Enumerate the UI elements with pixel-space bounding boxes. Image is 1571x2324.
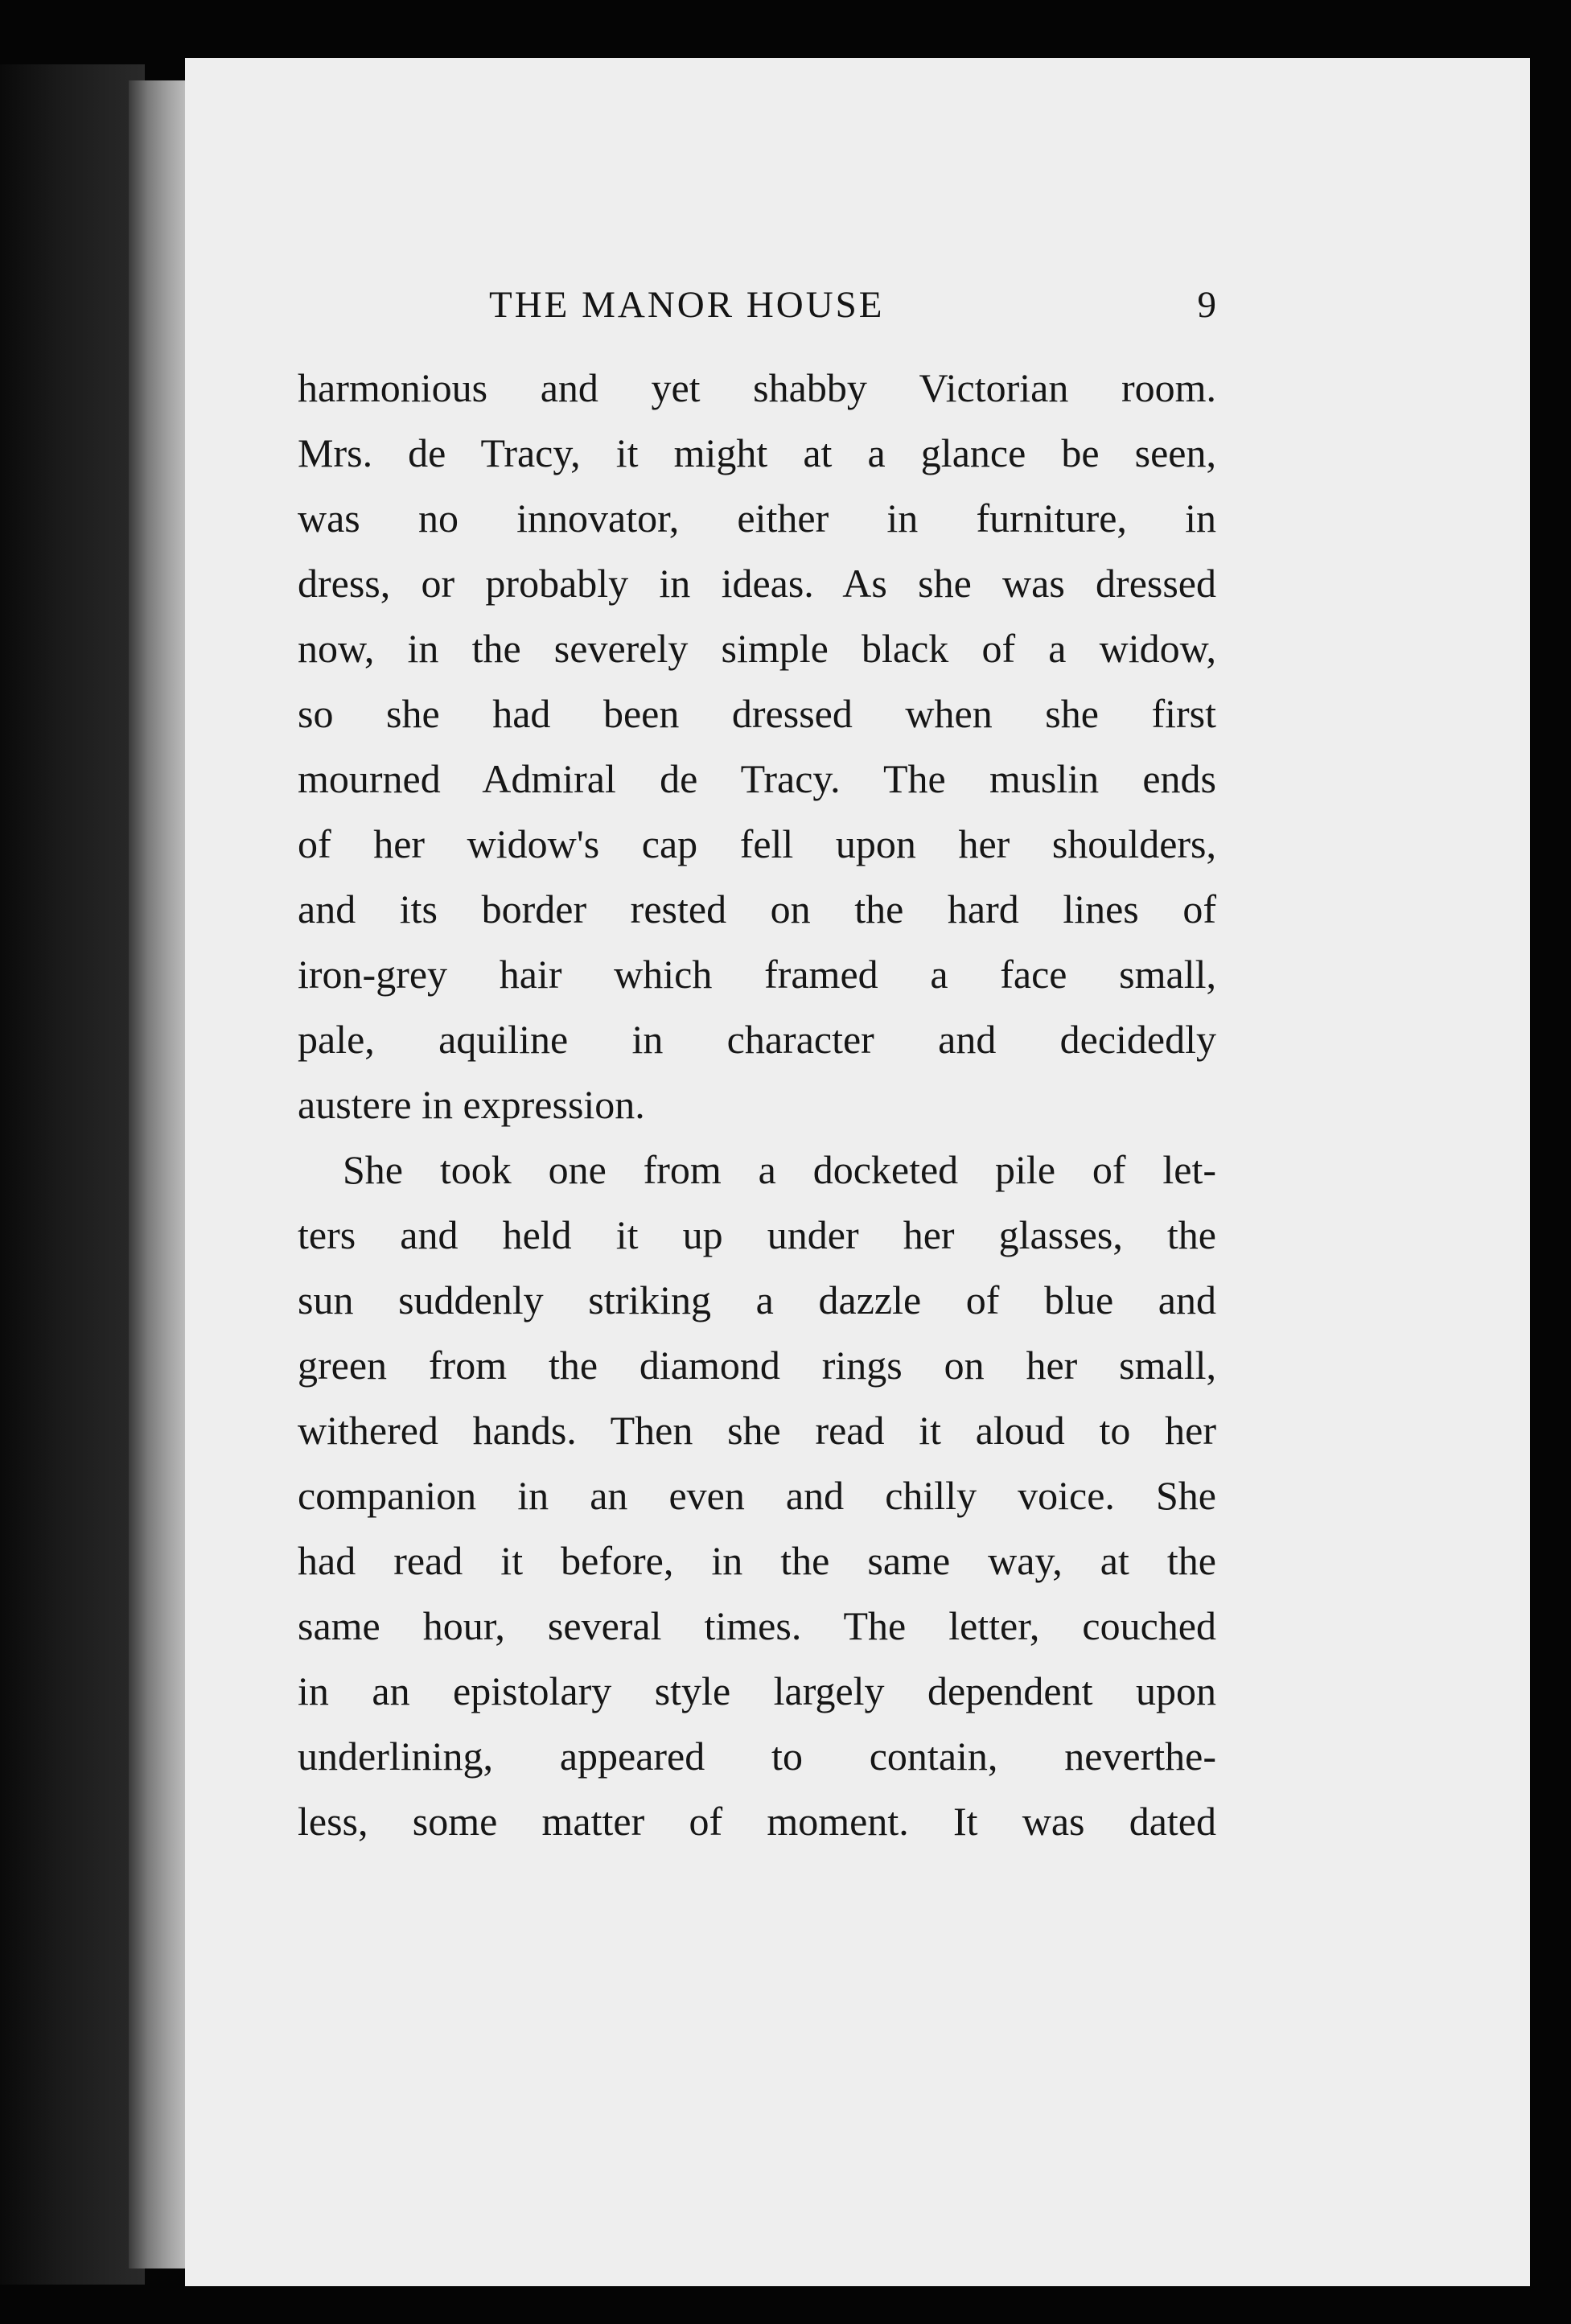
text-line: companion in an even and chilly voice. She [298, 1473, 1216, 1518]
book-page [185, 58, 1530, 2286]
text-line: sun suddenly striking a dazzle of blue and [298, 1277, 1216, 1322]
text-line: now, in the severely simple black of a widow, [298, 626, 1216, 671]
text-line: had read it before, in the same way, at the [298, 1538, 1216, 1583]
text-line: mourned Admiral de Tracy. The muslin ends [298, 756, 1216, 801]
text-line: underlining, appeared to contain, neverthe- [298, 1734, 1216, 1779]
text-line: pale, aquiline in character and decidedly [298, 1017, 1216, 1062]
running-head [298, 283, 1216, 356]
page-text-block [298, 283, 1216, 1854]
page-number: 9 [1197, 284, 1216, 326]
text-line: was no innovator, either in furniture, in [298, 496, 1216, 541]
text-line: She took one from a docketed pile of let- [343, 1147, 1216, 1192]
text-line: so she had been dressed when she first [298, 691, 1216, 736]
text-line: ters and held it up under her glasses, the [298, 1212, 1216, 1257]
text-line: less, some matter of moment. It was dated [298, 1799, 1216, 1844]
book-gutter [129, 80, 193, 2268]
text-line: same hour, several times. The letter, couched [298, 1603, 1216, 1648]
text-line: green from the diamond rings on her small, [298, 1343, 1216, 1388]
text-line: and its border rested on the hard lines of [298, 886, 1216, 932]
text-line: of her widow's cap fell upon her shoulders, [298, 821, 1216, 866]
paragraph-1 [298, 356, 1216, 1137]
text-line: in an epistolary style largely dependent upon [298, 1668, 1216, 1713]
text-line: austere in expression. [298, 1082, 645, 1127]
text-line: Mrs. de Tracy, it might at a glance be seen, [298, 430, 1216, 475]
running-head-title: THE MANOR HOUSE [489, 284, 885, 326]
paragraph-2 [298, 1137, 1216, 1854]
facing-page-edge [0, 64, 145, 2285]
text-line: dress, or probably in ideas. As she was dressed [298, 561, 1216, 606]
text-line: withered hands. Then she read it aloud to her [298, 1408, 1216, 1453]
text-line: harmonious and yet shabby Victorian room. [298, 365, 1216, 410]
text-line: iron-grey hair which framed a face small, [298, 952, 1216, 997]
